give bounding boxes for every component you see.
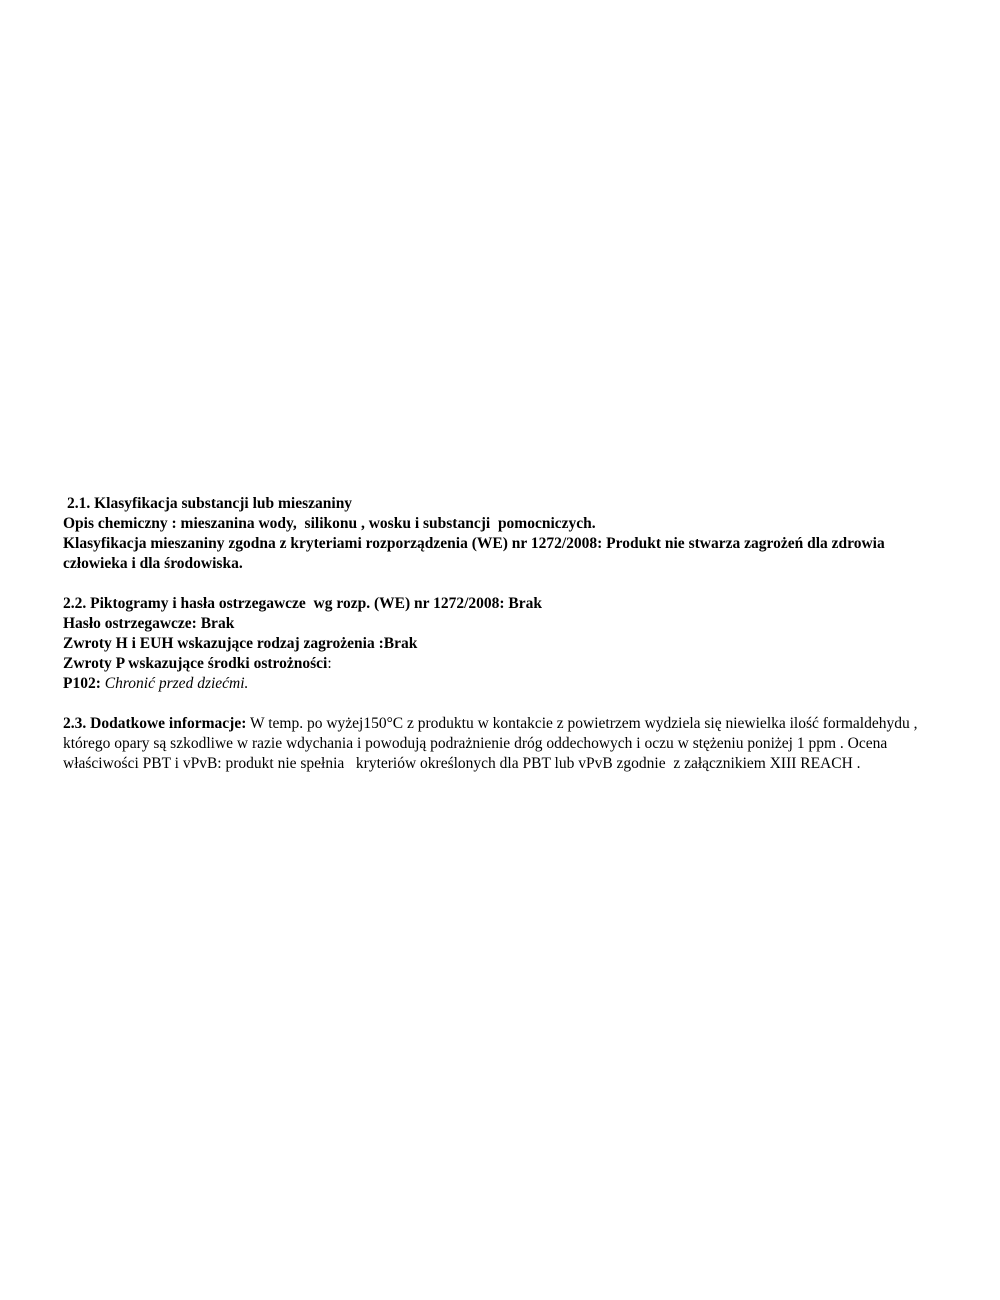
spacer bbox=[63, 574, 953, 594]
p102-code: P102: bbox=[63, 675, 101, 692]
p-phrases-colon: : bbox=[327, 655, 332, 672]
spacer bbox=[63, 694, 953, 714]
additional-info-text: W temp. po wyżej150°C z produktu w kontakcie z powietrzem wydziela się niewielka ilość formaldehydu , którego opary są szkodliwe w razie wdychania i powodują podrażnienie dróg oddechowych i oczu w stężeniu poniżej 1 ppm . Ocena właściwości PBT i vPvB: produkt nie spełnia kryteriów określonych dla PBT lub vPvB zgodnie z załącznikiem XIII REACH . bbox=[63, 715, 922, 772]
section-2-1 bbox=[63, 494, 953, 574]
signal-word: Hasło ostrzegawcze: Brak bbox=[63, 615, 235, 632]
section-2-2 bbox=[63, 594, 953, 694]
p102-row bbox=[63, 674, 953, 694]
section-2-3 bbox=[63, 714, 953, 774]
p-phrases-label: Zwroty P wskazujące środki ostrożności bbox=[63, 655, 328, 672]
additional-info-paragraph bbox=[63, 714, 953, 774]
p-phrases-row bbox=[63, 654, 953, 674]
p102-text: Chronić przed dziećmi. bbox=[100, 675, 249, 692]
section-2-1-heading: 2.1. Klasyfikacja substancji lub mieszaniny bbox=[67, 495, 353, 512]
classification-statement: Klasyfikacja mieszaniny zgodna z kryteriami rozporządzenia (WE) nr 1272/2008: Produkt nie stwarza zagrożeń dla zdrowia człowieka i dla środowiska. bbox=[63, 535, 889, 572]
chemical-description: Opis chemiczny : mieszanina wody, silikonu , wosku i substancji pomocniczych. bbox=[63, 515, 596, 532]
section-2-3-heading: 2.3. Dodatkowe informacje: bbox=[63, 715, 247, 732]
section-2-2-heading: 2.2. Piktogramy i hasła ostrzegawcze wg rozp. (WE) nr 1272/2008: Brak bbox=[63, 595, 543, 612]
document-body bbox=[63, 494, 953, 774]
h-phrases: Zwroty H i EUH wskazujące rodzaj zagrożenia :Brak bbox=[63, 635, 418, 652]
